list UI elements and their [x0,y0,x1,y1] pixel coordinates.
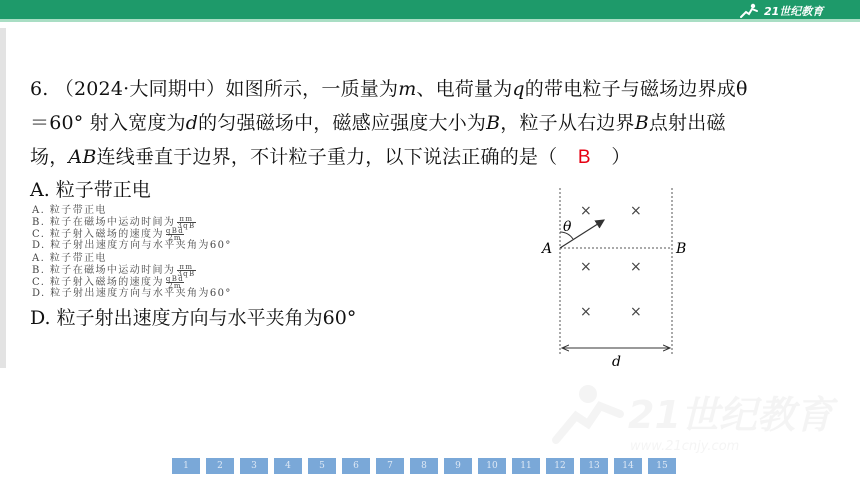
page-button-15[interactable]: 15 [648,458,676,474]
question-text [30,72,840,175]
fraction-num: qBd [165,275,185,283]
page-button-1[interactable]: 1 [172,458,200,474]
brand-logo [738,2,823,20]
small-option-b-text: B. 粒子在磁场中运动时间为 [32,265,176,276]
magnetic-field-figure [536,188,712,370]
page-button-12[interactable]: 12 [546,458,574,474]
question-text-segment: 点射出磁 [648,112,726,134]
var-B: B [634,112,649,134]
option-d[interactable]: D. 粒子射出速度方向与水平夹角为60° [30,307,357,329]
theta-label: θ [563,219,572,235]
var-B: B [486,112,501,134]
question-text-segment: 连线垂直于边界，不计粒子重力，以下说法正确的是（ [96,146,558,168]
question-text-segment: 的匀强磁场中，磁感应强度大小为 [198,112,487,134]
page-button-9[interactable]: 9 [444,458,472,474]
fraction-num: πm [177,264,195,271]
page-button-4[interactable]: 4 [274,458,302,474]
header-stripe [0,19,860,22]
question-line-1 [30,72,840,106]
option-a[interactable]: A. 粒子带正电 [30,179,151,201]
question-text-segment: 如图所示，一质量为 [225,78,399,100]
field-cross-icon: × [580,203,592,219]
page-button-13[interactable]: 13 [580,458,608,474]
var-AB: AB [68,146,97,168]
page-button-11[interactable]: 11 [512,458,540,474]
runner-icon [738,3,760,19]
point-a-label: A [542,241,553,257]
point-b-label: B [676,241,687,257]
fraction-num: qBd [165,227,185,235]
question-number: 6. [30,78,49,100]
question-line-3 [30,140,840,175]
small-option-a: A. 粒子带正电 [32,253,107,264]
question-source: （2024·大同期中） [54,78,226,100]
question-text-segment: 场， [30,146,69,168]
fraction-den: 2m [168,282,182,290]
page-button-5[interactable]: 5 [308,458,336,474]
var-q: q [512,78,525,100]
var-m: m [398,78,417,100]
question-text-segment: ，粒子从右边界 [500,112,635,134]
page-navigator [172,458,676,474]
header-bar [0,0,860,22]
field-cross-icon: × [630,304,642,320]
small-option-c-text: C. 粒子射入磁场的速度为 [32,229,164,240]
fraction-den: 3qB [177,222,196,230]
small-option-d: D. 粒子射出速度方向与水平夹角为60° [32,240,232,251]
field-cross-icon: × [580,259,592,275]
var-d: d [185,112,199,134]
question-text-segment: 的带电粒子与磁场边界成θ [524,78,748,100]
fraction-den: 3qB [177,270,196,278]
field-cross-icon: × [630,259,642,275]
small-option-d: D. 粒子射出速度方向与水平夹角为60° [32,288,232,299]
brand-name: 21世纪教育 [764,5,824,18]
answer-text: B [577,147,591,168]
question-text-segment: ＝60° 射入宽度为 [30,112,186,134]
field-cross-icon: × [580,304,592,320]
page-button-3[interactable]: 3 [240,458,268,474]
page-button-10[interactable]: 10 [478,458,506,474]
page-button-14[interactable]: 14 [614,458,642,474]
left-rule [0,28,6,368]
question-line-2 [30,106,840,140]
watermark-logo [548,380,838,456]
page-button-8[interactable]: 8 [410,458,438,474]
fraction-num: πm [177,216,195,223]
field-cross-icon: × [630,203,642,219]
question-text-segment: 、电荷量为 [416,78,513,100]
page-button-6[interactable]: 6 [342,458,370,474]
small-option-a: A. 粒子带正电 [32,205,107,216]
small-option-c-text: C. 粒子射入磁场的速度为 [32,277,164,288]
question-text-segment: ） [611,146,631,168]
page-button-7[interactable]: 7 [376,458,404,474]
width-label: d [612,354,621,370]
fraction-den: 2m [168,234,182,242]
watermark-text: 21世纪教育 [628,393,833,437]
small-option-b-text: B. 粒子在磁场中运动时间为 [32,217,176,228]
watermark-runner-icon [579,385,597,403]
watermark-url: www.21cnjy.com [630,439,740,454]
page-button-2[interactable]: 2 [206,458,234,474]
